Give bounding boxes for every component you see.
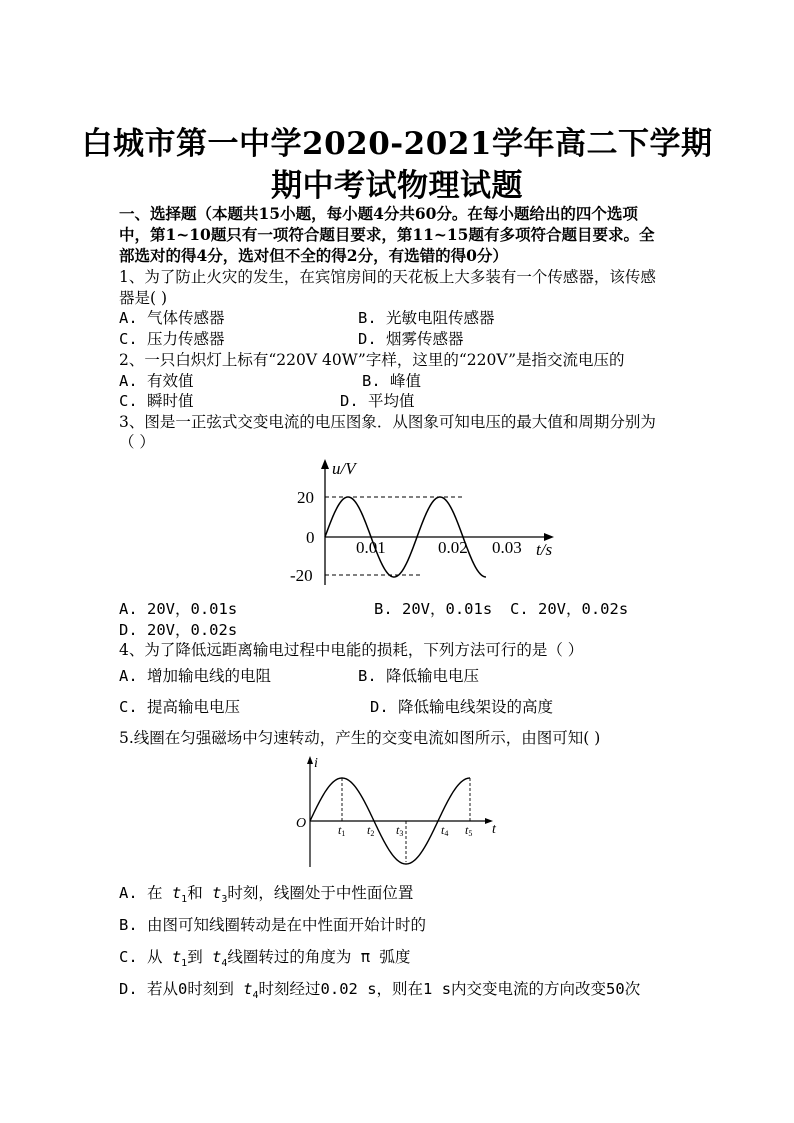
q4-option-a: A. 增加输电线的电阻	[119, 667, 271, 685]
q2-stem: 2、一只白炽灯上标有“220V 40W”字样，这里的“220V”是指交流电压的	[119, 351, 625, 369]
q3-tick-0: 0	[306, 528, 315, 547]
q1-option-d: D. 烟雾传感器	[358, 330, 464, 348]
q5-option-d: D. 若从0时刻到 $t_4$时刻经过0.02 s，则在1 s内交变电流的方向改变50次	[119, 980, 641, 1002]
q5-option-c: C. 从 $t_1$到 $t_4$线圈转过的角度为 π 弧度	[119, 948, 411, 970]
q5-origin-label: O	[296, 816, 307, 831]
q3-option-a: A. 20V，0.01s	[119, 600, 238, 618]
q5-current-graph	[290, 755, 510, 870]
q3-tick-20: 20	[297, 488, 314, 507]
q2-option-b: B. 峰值	[362, 372, 421, 390]
q3-tick-002: 0.02	[438, 538, 468, 557]
q1-stem-line-1: 1、为了防止火灾的发生，在宾馆房间的天花板上大多装有一个传感器，该传感	[119, 268, 656, 286]
q5-option-a: A. 在 $t_1$和 $t_3$时刻，线圈处于中性面位置	[119, 884, 414, 906]
q1-option-a: A. 气体传感器	[119, 309, 225, 327]
q3-option-c: C. 20V，0.02s	[510, 600, 629, 618]
q5-option-b: B. 由图可知线圈转动是在中性面开始计时的	[119, 916, 426, 934]
q5-tick-t3: t3	[396, 823, 404, 838]
q5-y-axis-arrow	[307, 756, 313, 764]
title-line-1: 白城市第一中学2020-2021学年高二下学期	[81, 126, 713, 162]
q3-tick-neg20: -20	[290, 566, 313, 585]
section-instructions-line-1: 一、选择题（本题共15小题，每小题4分共60分。在每小题给出的四个选项	[119, 204, 638, 223]
q5-stem: 5.线圈在匀强磁场中匀速转动，产生的交变电流如图所示，由图可知( )	[119, 729, 601, 747]
q3-option-b: B. 20V，0.01s	[374, 600, 493, 618]
q5-tick-t5: t5	[465, 823, 473, 838]
q3-tick-001: 0.01	[356, 538, 386, 557]
section-instructions-line-3: 部选对的得4分，选对但不全的得2分，有选错的得0分）	[119, 246, 508, 265]
q5-tick-t1: t1	[338, 823, 346, 838]
q1-option-b: B. 光敏电阻传感器	[358, 309, 495, 327]
q3-x-label: t/s	[536, 540, 553, 559]
q4-option-c: C. 提高输电电压	[119, 698, 240, 716]
q5-x-label: t	[492, 822, 496, 837]
section-instructions-line-2: 中，第1~10题只有一项符合题目要求，第11~15题有多项符合题目要求。全	[119, 225, 655, 244]
q2-option-a: A. 有效值	[119, 372, 194, 390]
q3-stem-line-1: 3、图是一正弦式交变电流的电压图象．从图象可知电压的最大值和周期分别为	[119, 413, 656, 431]
q3-y-axis-arrow	[321, 459, 329, 469]
q4-option-d: D. 降低输电线架设的高度	[370, 698, 553, 716]
q2-option-d: D. 平均值	[340, 392, 415, 410]
q5-tick-t2: t2	[367, 823, 375, 838]
q3-y-label: u/V	[332, 459, 356, 478]
q4-option-b: B. 降低输电电压	[358, 667, 479, 685]
q3-option-d: D. 20V，0.02s	[119, 621, 238, 639]
q2-option-c: C. 瞬时值	[119, 392, 194, 410]
q3-stem-line-2: （ ）	[119, 433, 155, 451]
q1-stem-line-2: 器是( )	[119, 289, 168, 307]
q5-y-label: i	[314, 756, 318, 771]
q3-tick-003: 0.03	[492, 538, 522, 557]
title-line-2: 期中考试物理试题	[271, 168, 523, 204]
q3-voltage-graph	[280, 455, 570, 590]
q4-stem: 4、为了降低远距离输电过程中电能的损耗，下列方法可行的是（ ）	[119, 641, 584, 659]
q5-tick-t4: t4	[441, 823, 449, 838]
q1-option-c: C. 压力传感器	[119, 330, 225, 348]
